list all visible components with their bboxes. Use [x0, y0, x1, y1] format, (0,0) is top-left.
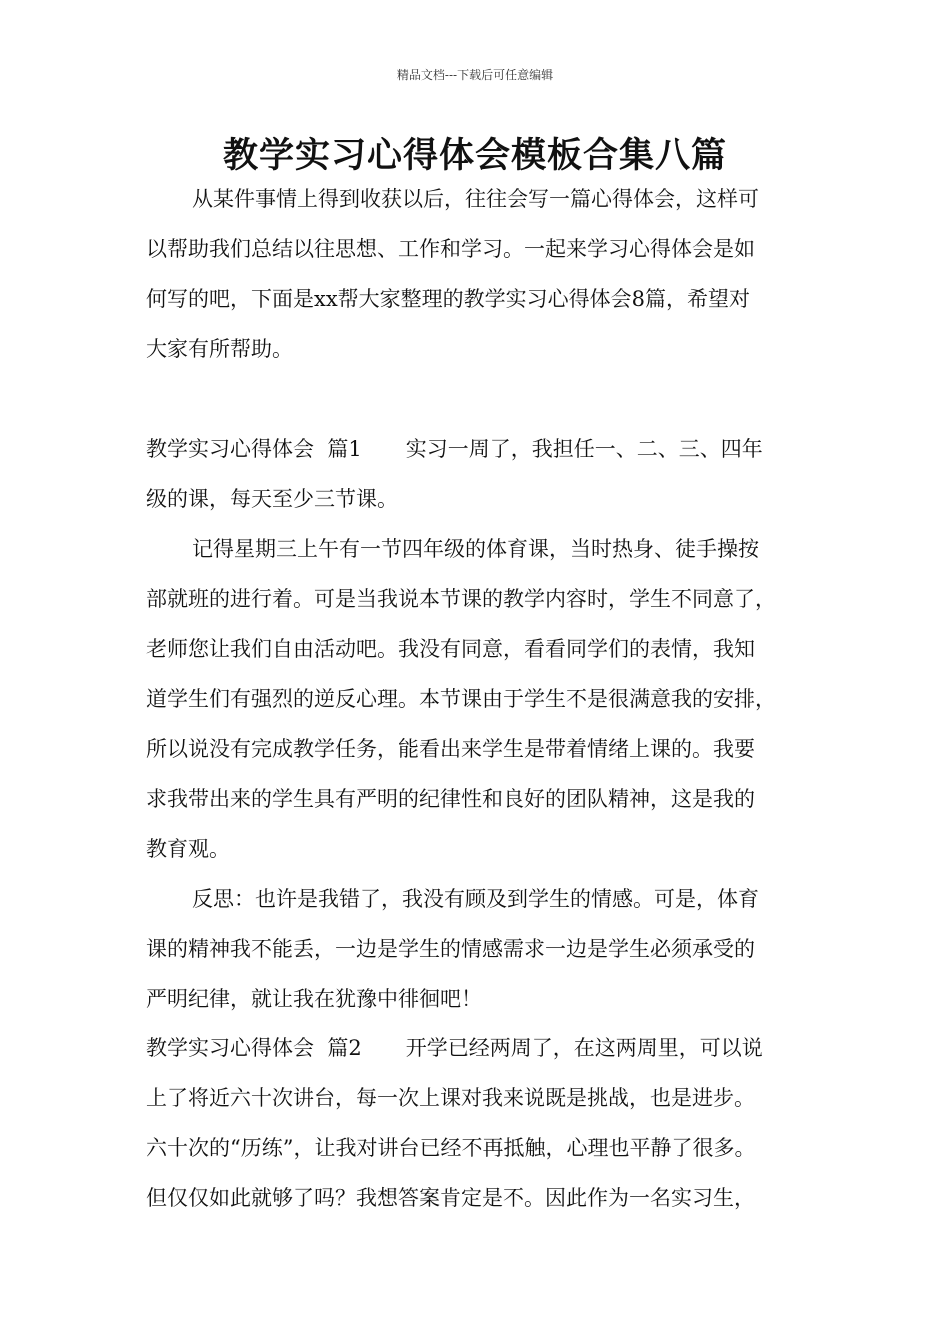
- section-2-line: 六十次的“历练”，让我对讲台已经不再抵触，心理也平静了很多。: [146, 1136, 756, 1160]
- section-2-first-line: [146, 1033, 816, 1063]
- section-2-heading: 教学实习心得体会 篇2: [146, 1036, 362, 1060]
- section-1-p2-line: 老师您让我们自由活动吧。我没有同意，看看同学们的表情，我知: [146, 637, 755, 661]
- section-2-first-text: 开学已经两周了，在这两周里，可以说: [405, 1036, 763, 1060]
- intro-line: 大家有所帮助。: [146, 337, 293, 361]
- section-1-line: 级的课，每天至少三节课。: [146, 487, 398, 511]
- section-1-p3-line: 课的精神我不能丢，一边是学生的情感需求一边是学生必须承受的: [146, 937, 755, 961]
- section-1-p2-line: 求我带出来的学生具有严明的纪律性和良好的团队精神，这是我的: [146, 787, 755, 811]
- section-1-p2-line: 所以说没有完成教学任务，能看出来学生是带着情绪上课的。我要: [146, 737, 755, 761]
- section-1-p3-line: 反思：也许是我错了，我没有顾及到学生的情感。可是，体育: [192, 887, 759, 911]
- section-1-p2-line: 道学生们有强烈的逆反心理。本节课由于学生不是很满意我的安排，: [146, 687, 776, 711]
- section-1-p2-line: 记得星期三上午有一节四年级的体育课，当时热身、徒手操按: [192, 537, 759, 561]
- page-title: 教学实习心得体会模板合集八篇: [222, 136, 727, 176]
- section-2-line: 上了将近六十次讲台，每一次上课对我来说既是挑战，也是进步。: [146, 1086, 755, 1110]
- section-1-first-text: 实习一周了，我担任一、二、三、四年: [405, 437, 763, 461]
- section-2-line: 但仅仅如此就够了吗？我想答案肯定是不。因此作为一名实习生，: [146, 1186, 755, 1210]
- section-1-first-line: [146, 434, 816, 464]
- intro-line: 从某件事情上得到收获以后，往往会写一篇心得体会，这样可: [192, 187, 759, 211]
- section-1-p2-line: 教育观。: [146, 837, 230, 861]
- intro-line: 以帮助我们总结以往思想、工作和学习。一起来学习心得体会是如: [146, 237, 755, 261]
- section-1-p2-line: 部就班的进行着。可是当我说本节课的教学内容时，学生不同意了，: [146, 587, 776, 611]
- intro-line: 何写的吧，下面是xx帮大家整理的教学实习心得体会8篇，希望对: [146, 287, 751, 311]
- section-1-p3-line: 严明纪律，就让我在犹豫中徘徊吧！: [146, 987, 482, 1011]
- section-1-heading: 教学实习心得体会 篇1: [146, 437, 362, 461]
- header-note: 精品文档---下载后可任意编辑: [396, 68, 554, 82]
